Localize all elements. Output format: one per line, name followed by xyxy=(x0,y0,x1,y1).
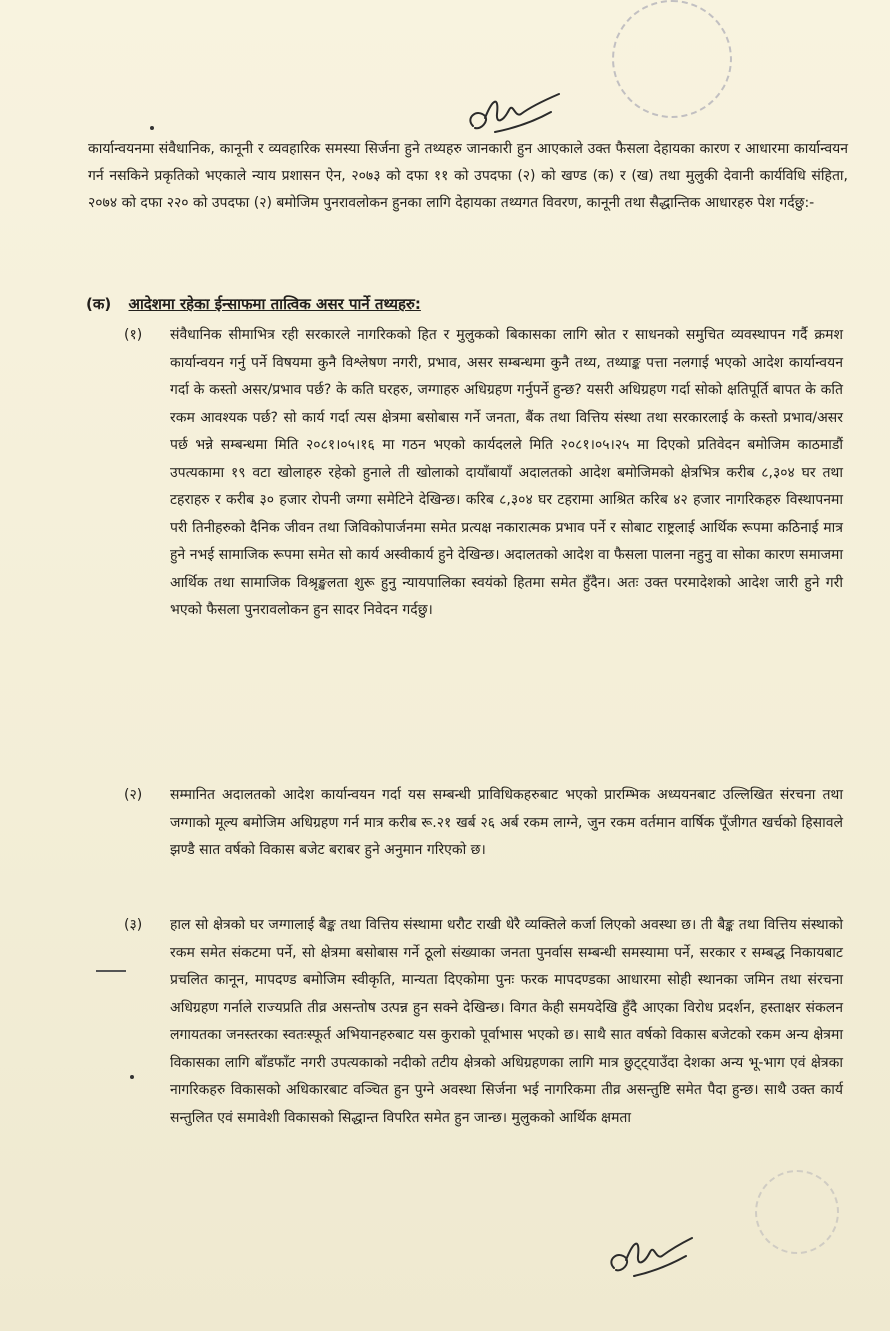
list-item xyxy=(124,322,843,625)
margin-mark xyxy=(96,970,126,972)
section-heading xyxy=(86,294,421,314)
stray-dot xyxy=(150,126,154,130)
intro-paragraph: कार्यान्वयनमा संवैधानिक, कानूनी र व्यवहारिक समस्या सिर्जना हुने तथ्यहरु जानकारी हुन आएकाले उक्त फैसला देहायका कारण र आधारमा कार्यान्वयन गर्न नसकिने प्रकृतिको भएकाले न्याय प्रशासन ऐन, २०७३ को दफा ११ को उपदफा (२) को खण्ड (क) र (ख) तथा मुलुकी देवानी कार्यविधि संहिता, २०७४ को दफा २२० को उपदफा (२) बमोजिम पुनरावलोकन हुनका लागि देहायका तथ्यगत विवरण, कानूनी तथा सैद्धान्तिक आधारहरु पेश गर्दछु:- xyxy=(88,141,848,211)
section-title: आदेशमा रहेका ईन्साफमा तात्विक असर पार्ने तथ्यहरु: xyxy=(128,295,421,313)
item-number: (३) xyxy=(124,917,143,933)
item-number: (१) xyxy=(124,327,143,343)
item-text: संवैधानिक सीमाभित्र रही सरकारले नागरिकको हित र मुलुकको बिकासका लागि स्रोत र साधनको समुचित व्यवस्थापन गर्दै क्रमश कार्यान्वयन गर्नु पर्ने विषयमा कुनै विश्लेषण नगरी, प्रभाव, असर सम्बन्धमा कुनै तथ्य, तथ्याङ्क पत्ता नलगाई भएको आदेश कार्यान्वयन गर्दा के कस्तो असर/प्रभाव पर्छ? के कति घरहरु, जग्गाहरु अधिग्रहण गर्नुपर्ने हुन्छ? यसरी अधिग्रहण गर्दा सोको क्षतिपूर्ति बापत के कति रकम आवश्यक पर्छ? सो कार्य गर्दा त्यस क्षेत्रमा बसोबास गर्ने जनता, बैंक तथा वित्तिय संस्था तथा सरकारलाई के कस्तो प्रभाव/असर पर्छ भन्ने सम्बन्धमा मिति २०८१।०५।१६ मा गठन भएको कार्यदलले मिति २०८१।०५।२५ मा दिएको प्रतिवेदन बमोजिम काठमाडौं उपत्यकामा १९ वटा खोलाहरु रहेको हुनाले ती खोलाको दायाँबायाँ अदालतको आदेश बमोजिमको क्षेत्रभित्र करीब ८,३०४ घर तथा टहराहरु र करीब ३० हजार रोपनी जग्गा समेटिने देखिन्छ। करिब ८,३०४ घर टहरामा आश्रित करिब ४२ हजार नागरिकहरु विस्थापनमा परी तिनीहरुको दैनिक जीवन तथा जिविकोपार्जनमा समेत प्रत्यक्ष नकारात्मक प्रभाव पर्ने र सोबाट राष्ट्रलाई आर्थिक रूपमा कठिनाई मात्र हुने नभई सामाजिक रूपमा समेत सो कार्य अस्वीकार्य हुने देखिन्छ। अदालतको आदेश वा फैसला पालना नहुनु वा सोका कारण समाजमा आर्थिक तथा सामाजिक विश्रृङ्खलता शुरू हुनु न्यायपालिका स्वयंको हितमा समेत हुँदैन। अतः उक्त परमादेशको आदेश जारी हुने गरी भएको फैसला पुनरावलोकन हुन सादर निवेदन गर्दछु। xyxy=(170,327,843,618)
section-marker: (क) xyxy=(86,295,112,313)
official-seal-stamp xyxy=(612,0,732,118)
item-number: (२) xyxy=(124,787,143,803)
item-text: सम्मानित अदालतको आदेश कार्यान्वयन गर्दा यस सम्बन्धी प्राविधिकहरुबाट भएको प्रारम्भिक अध्ययनबाट उल्लिखित संरचना तथा जग्गाको मूल्य बमोजिम अधिग्रहण गर्न मात्र करीब रू.२१ खर्ब २६ अर्ब रकम लाग्ने, जुन रकम वर्तमान वार्षिक पूँजीगत खर्चको हिसावले झण्डै सात वर्षको विकास बजेट बराबर हुने अनुमान गरिएको छ। xyxy=(170,787,843,858)
signature-bottom xyxy=(600,1228,695,1288)
item-text: हाल सो क्षेत्रको घर जग्गालाई बैङ्क तथा वित्तिय संस्थामा धरौट राखी धेरै व्यक्तिले कर्जा लिएको अवस्था छ। ती बैङ्क तथा वित्तिय संस्थाको रकम समेत संकटमा पर्ने, सो क्षेत्रमा बसोबास गर्ने ठूलो संख्याका जनता पुनर्वास सम्बन्धी समस्यामा पर्ने, सरकार र सम्बद्ध निकायबाट प्रचलित कानून, मापदण्ड बमोजिम स्वीकृति, मान्यता दिएकोमा पुनः फरक मापदण्डका आधारमा सोही स्थानका जमिन तथा संरचना अधिग्रहण गर्नाले राज्यप्रति तीव्र असन्तोष उत्पन्न हुन सक्ने देखिन्छ। विगत केही समयदेखि हुँदै आएका विरोध प्रदर्शन, हस्ताक्षर संकलन लगायतका जनस्तरका स्वतःस्फूर्त अभियानहरुबाट यस कुराको पूर्वाभास भएको छ। साथै सात वर्षको विकास बजेटको रकम अन्य क्षेत्रमा विकासका लागि बाँडफाँट नगरी उपत्यकाको नदीको तटीय क्षेत्रको अधिग्रहणका लागि मात्र छुट्ट्याउँदा देशका अन्य भू-भाग एवं क्षेत्रका नागरिकहरु विकासको अधिकारबाट वञ्चित हुन पुग्ने अवस्था सिर्जना भई नागरिकमा तीव्र असन्तुष्टि समेत पैदा हुन्छ। साथै उक्त कार्य सन्तुलित एवं समावेशी विकासको सिद्धान्त विपरित समेत हुन जान्छ। मुलुकको आर्थिक क्षमता xyxy=(170,917,843,1126)
list-item xyxy=(124,912,843,1132)
official-seal-stamp-faint xyxy=(755,1170,839,1254)
list-item xyxy=(124,782,843,865)
